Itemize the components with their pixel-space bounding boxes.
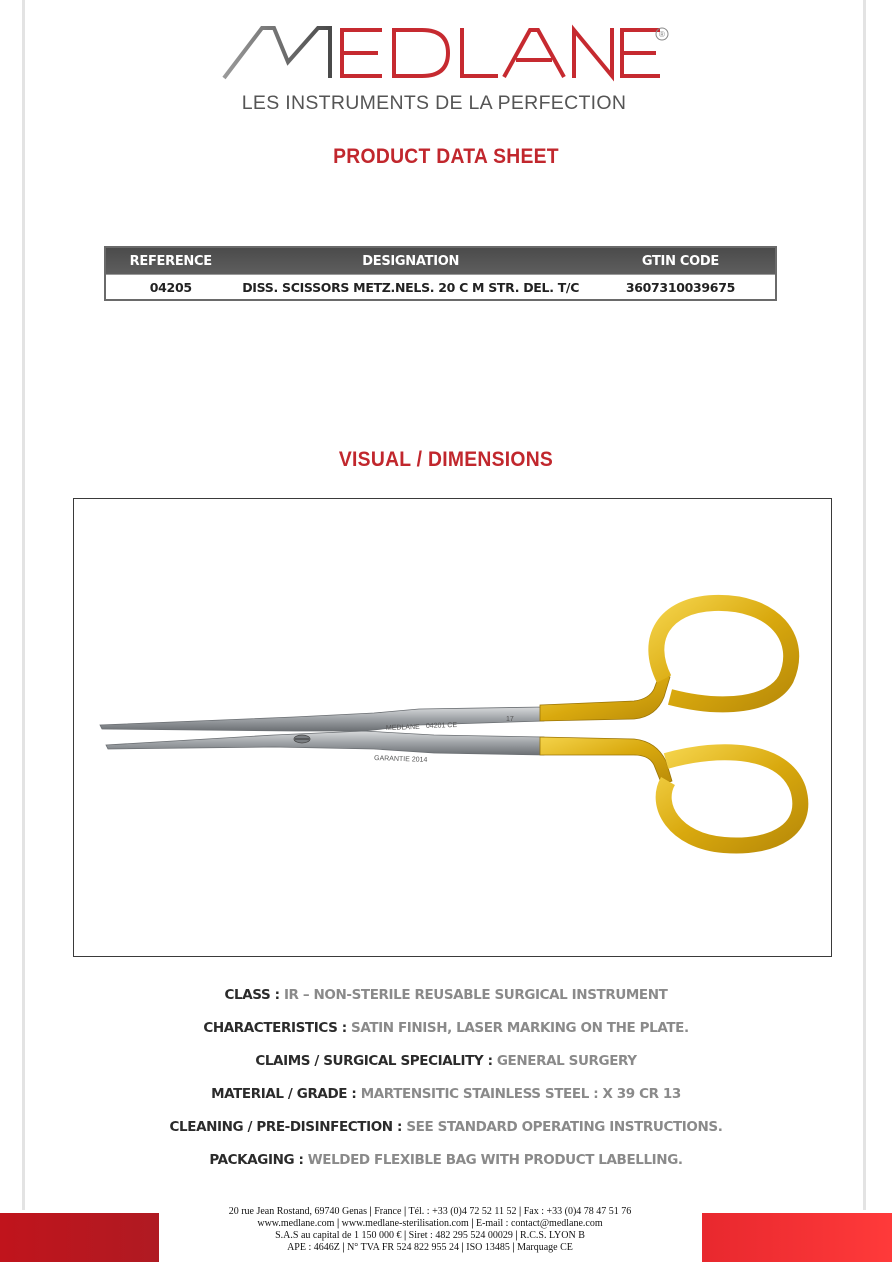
spec-cleaning: CLEANING / PRE-DISINFECTION : SEE STANDARD OPERATING INSTRUCTIONS. xyxy=(169,1119,723,1135)
cell-designation: DISS. SCISSORS METZ.NELS. 20 C M STR. DEL. T/C xyxy=(236,275,586,301)
visual-frame xyxy=(73,498,832,957)
header-reference: REFERENCE xyxy=(105,247,236,275)
lower-blade xyxy=(106,731,544,755)
footer-sterilisation-link[interactable]: www.medlane-sterilisation.com xyxy=(341,1218,469,1229)
cell-gtin: 3607310039675 xyxy=(586,275,776,301)
reference-table xyxy=(104,246,777,301)
product-data-sheet-title: PRODUCT DATA SHEET xyxy=(333,145,559,168)
scissors-image xyxy=(74,499,833,958)
lower-shank xyxy=(540,737,672,785)
spec-class: CLASS : IR – NON-STERILE REUSABLE SURGICAL INSTRUMENT xyxy=(224,987,668,1003)
footer-email-link[interactable]: E-mail : contact@medlane.com xyxy=(475,1218,603,1229)
spec-material: MATERIAL / GRADE : MARTENSITIC STAINLESS STEEL : X 39 CR 13 xyxy=(211,1086,681,1102)
table-header-row xyxy=(105,247,776,275)
footer-bar-left xyxy=(0,1213,159,1262)
table-row xyxy=(105,275,776,301)
cell-reference: 04205 xyxy=(105,275,236,301)
footer xyxy=(160,1206,700,1254)
engraving-guarantee: GARANTIE 2014 xyxy=(373,755,428,764)
spec-packaging: PACKAGING : WELDED FLEXIBLE BAG WITH PRODUCT LABELLING. xyxy=(209,1152,683,1168)
specifications xyxy=(0,982,892,1180)
upper-finger-ring xyxy=(656,603,791,704)
medlane-logo xyxy=(0,22,892,117)
header-gtin: GTIN CODE xyxy=(586,247,776,275)
registered-mark: ® xyxy=(659,30,665,39)
lower-finger-ring xyxy=(664,752,801,845)
engraving-brand: MEDLANE xyxy=(385,723,420,732)
visual-dimensions-title: VISUAL / DIMENSIONS xyxy=(338,448,554,471)
footer-website-link[interactable]: www.medlane.com xyxy=(257,1218,335,1229)
footer-registration-line: APE : 4646Z | N° TVA FR 524 822 955 24 | ISO 13485 | Marquage CE xyxy=(287,1242,573,1253)
upper-shank xyxy=(540,673,670,721)
engraving-ref: 04201 CE xyxy=(425,721,458,730)
footer-bar-right xyxy=(702,1213,892,1262)
engraving-size: 17 xyxy=(506,716,514,723)
spec-characteristics: CHARACTERISTICS : SATIN FINISH, LASER MARKING ON THE PLATE. xyxy=(203,1020,689,1036)
footer-address-line: 20 rue Jean Rostand, 69740 Genas | France | Tél. : +33 (0)4 72 52 11 52 | Fax : +33 (0)4 78 47 51 76 xyxy=(228,1206,632,1217)
medlane-logo-mark xyxy=(222,22,682,117)
logo-tagline: LES INSTRUMENTS DE LA PERFECTION xyxy=(241,92,627,114)
footer-company-line: S.A.S au capital de 1 150 000 € | Siret : 482 295 524 00029 | R.C.S. LYON B xyxy=(275,1230,585,1241)
upper-blade xyxy=(100,707,544,731)
footer-web-line: www.medlane.com | www.medlane-sterilisation.com | E-mail : contact@medlane.com xyxy=(257,1218,603,1229)
spec-claims: CLAIMS / SURGICAL SPECIALITY : GENERAL SURGERY xyxy=(255,1053,637,1069)
header-designation: DESIGNATION xyxy=(236,247,586,275)
